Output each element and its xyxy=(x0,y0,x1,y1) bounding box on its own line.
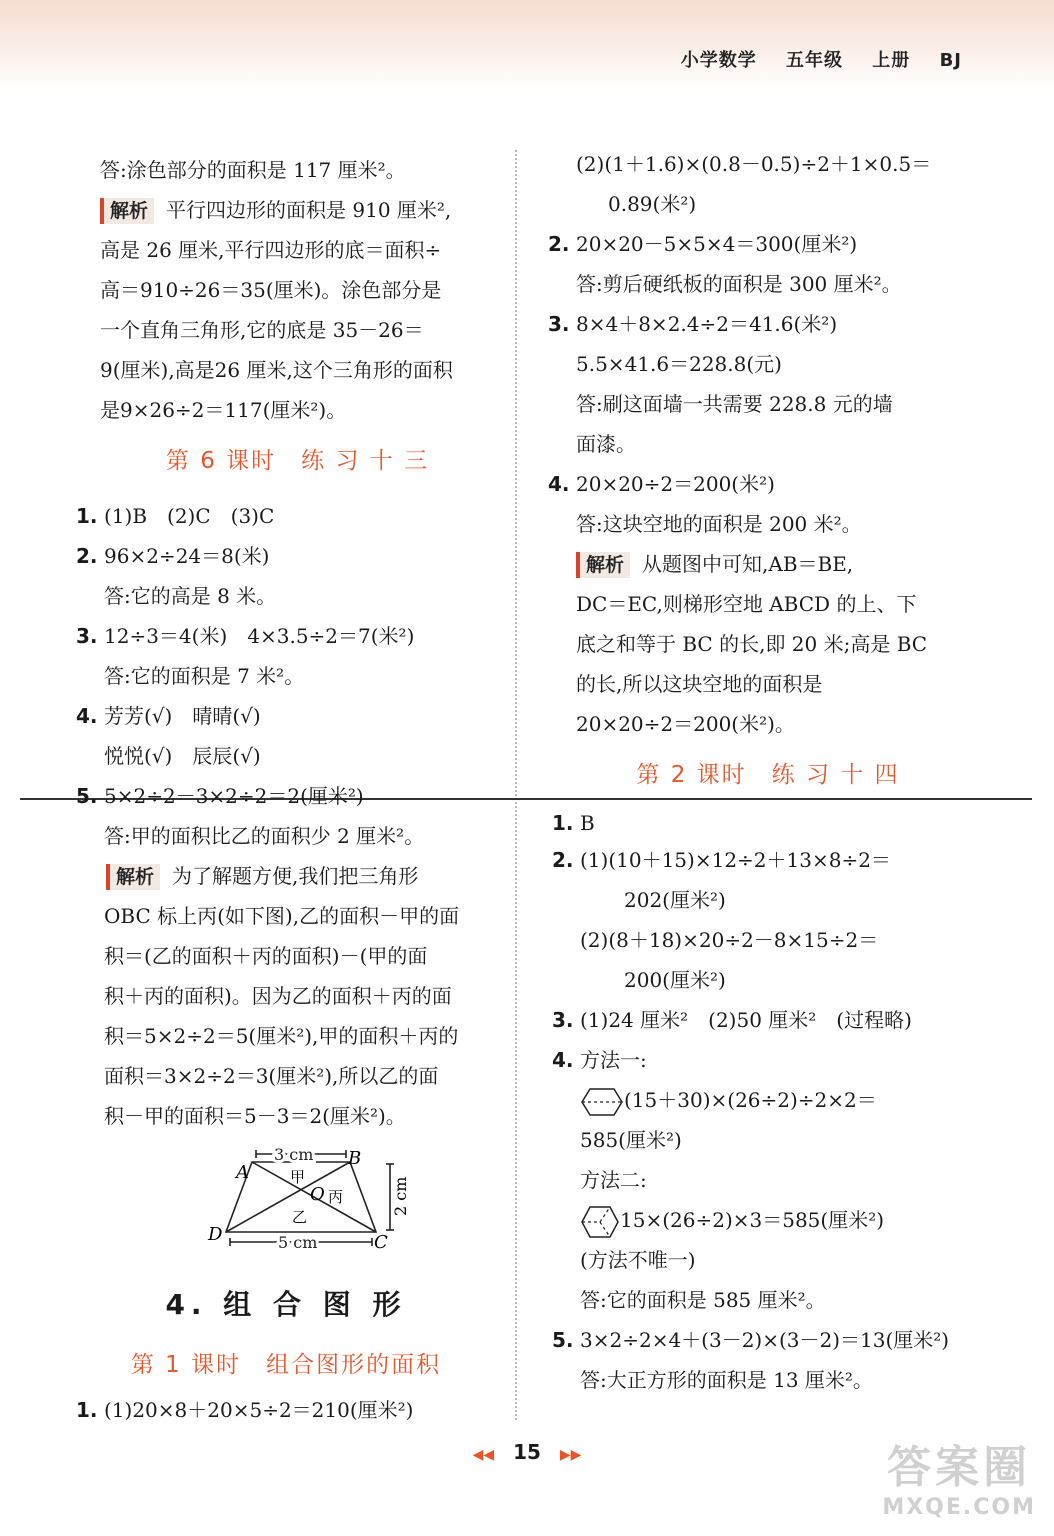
exercise-3-cont: 5.5×41.6＝228.8(元) xyxy=(576,352,782,376)
label-A: A xyxy=(236,1162,249,1183)
analysis-line: 解析 为了解题方便,我们把三角形 xyxy=(76,856,496,896)
method-one-line: (15＋30)×(26÷2)÷2×2＝ xyxy=(552,1080,992,1120)
analysis-line: 积＝5×2÷2＝5(厘米²),甲的面积＋丙的 xyxy=(104,1024,459,1048)
prev-arrow-icon: ◀◀ xyxy=(472,1447,495,1463)
section-title: 4. 组 合 图 形 xyxy=(165,1288,407,1321)
method-one-cont: 585(厘米²) xyxy=(580,1128,682,1152)
column-divider xyxy=(515,150,517,1420)
exercise-3: 3. 8×4＋8×2.4÷2＝41.6(米²) xyxy=(548,312,838,336)
lesson-heading: 第 6 课时 练 习 十 三 xyxy=(165,448,430,474)
right-exercises xyxy=(552,806,992,1400)
label-O: O xyxy=(310,1184,325,1205)
exercise-1: 1. (1)B (2)C (3)C xyxy=(76,504,275,528)
analysis-line: 一个直角三角形,它的底是 35－26＝ xyxy=(100,318,424,342)
left-exercises xyxy=(76,496,496,1136)
answer-line: 答:剪后硬纸板的面积是 300 厘米²。 xyxy=(576,272,902,296)
hexagon-icon xyxy=(580,1087,624,1117)
header-grade: 五年级 xyxy=(786,50,844,71)
analysis-tag: 解析 xyxy=(576,552,630,578)
label-bottom: 5 cm xyxy=(278,1233,318,1252)
hexagon-icon xyxy=(580,1205,620,1239)
analysis-line: 的长,所以这块空地的面积是 xyxy=(576,672,823,696)
exercise-cont: 0.89(米²) xyxy=(608,192,697,216)
answer-line: 答:刷这面墙一共需要 228.8 元的墙 xyxy=(576,392,893,416)
exercise-1: 1. (1)20×8＋20×5÷2＝210(厘米²) xyxy=(76,1398,414,1422)
answer-line: 答:这块空地的面积是 200 米²。 xyxy=(576,512,862,536)
label-bing: 丙 xyxy=(328,1188,344,1206)
exercise-2-cont: 202(厘米²) xyxy=(624,888,726,912)
analysis-line: 积＝(乙的面积＋丙的面积)－(甲的面 xyxy=(104,944,428,968)
left-bottom xyxy=(76,1270,496,1430)
trapezoid-figure xyxy=(200,1148,420,1258)
watermark-logo xyxy=(882,1431,1036,1520)
label-D: D xyxy=(208,1224,223,1245)
exercise-4: 4. 芳芳(√) 晴晴(√) xyxy=(76,704,261,728)
next-arrow-icon: ▶▶ xyxy=(559,1447,582,1463)
exercise-2: 2. 96×2÷24＝8(米) xyxy=(76,544,270,568)
header-volume: 上册 xyxy=(872,50,911,71)
label-C: C xyxy=(374,1232,388,1253)
header-subject: 小学数学 xyxy=(680,50,757,71)
answer-line: 答:甲的面积比乙的面积少 2 厘米²。 xyxy=(104,824,425,848)
analysis-line: 积＋丙的面积)。因为乙的面积＋丙的面 xyxy=(104,984,452,1008)
exercise-5: 5. 5×2÷2－3×2÷2＝2(厘米²) xyxy=(76,784,364,808)
answer-line: 答:涂色部分的面积是 117 厘米²。 xyxy=(100,158,406,182)
left-column xyxy=(100,150,495,486)
analysis-line: 高＝910÷26＝35(厘米)。涂色部分是 xyxy=(100,278,442,302)
analysis-line: 解析 平行四边形的面积是 910 厘米², xyxy=(100,190,495,230)
method-two-label: 方法二: xyxy=(580,1168,647,1192)
label-yi: 乙 xyxy=(292,1208,308,1226)
answer-line: 答:它的面积是 585 厘米²。 xyxy=(580,1288,826,1312)
exercise-3: 3. (1)24 厘米² (2)50 厘米² (过程略) xyxy=(552,1008,912,1032)
right-column xyxy=(548,144,988,800)
exercise-2: 2. (1)(10＋15)×12÷2＋13×8÷2＝ xyxy=(552,848,891,872)
header-edition: BJ xyxy=(939,50,962,71)
watermark-url: MXQE.COM xyxy=(882,1495,1036,1520)
analysis-tag: 解析 xyxy=(106,864,160,890)
label-B: B xyxy=(348,1148,362,1169)
label-height: 2 cm xyxy=(391,1176,410,1216)
analysis-line: 面积＝3×2÷2＝3(厘米²),所以乙的面 xyxy=(104,1064,439,1088)
analysis-line: 9(厘米),高是26 厘米,这个三角形的面积 xyxy=(100,358,453,382)
analysis-line: 底之和等于 BC 的长,即 20 米;高是 BC xyxy=(576,632,928,656)
page-number: 15 xyxy=(513,1440,541,1464)
exercise-3: 3. 12÷3＝4(米) 4×3.5÷2＝7(米²) xyxy=(76,624,415,648)
header-band xyxy=(0,0,1054,88)
exercise-2-cont: 200(厘米²) xyxy=(624,968,726,992)
analysis-line: 解析 从题图中可知,AB＝BE, xyxy=(548,544,988,584)
analysis-line: 20×20÷2＝200(米²)。 xyxy=(576,712,795,736)
exercise-2: 2. 20×20－5×5×4＝300(厘米²) xyxy=(548,232,858,256)
lesson-heading: 第 2 课时 练 习 十 四 xyxy=(636,762,900,788)
exercise-cont: (2)(1＋1.6)×(0.8－0.5)÷2＋1×0.5＝ xyxy=(576,152,932,176)
exercise-4: 4. 方法一: xyxy=(552,1048,647,1072)
exercise-4-cont: 悦悦(√) 辰辰(√) xyxy=(104,744,261,768)
label-top: 3 cm xyxy=(274,1148,314,1164)
exercise-5: 5. 3×2÷2×4＋(3－2)×(3－2)＝13(厘米²) xyxy=(552,1328,950,1352)
exercise-4: 4. 20×20÷2＝200(米²) xyxy=(548,472,775,496)
label-jia: 甲 xyxy=(290,1168,306,1186)
analysis-line: 积－甲的面积＝5－3＝2(厘米²)。 xyxy=(104,1104,406,1128)
answer-line: 面漆。 xyxy=(576,432,636,456)
watermark-text: 答案圈 xyxy=(887,1442,1032,1493)
analysis-line: DC＝EC,则梯形空地 ABCD 的上、下 xyxy=(576,592,917,616)
answer-line: 答:它的高是 8 米。 xyxy=(104,584,277,608)
method-two-line: 15×(26÷2)×3＝585(厘米²) xyxy=(552,1200,992,1240)
analysis-line: OBC 标上丙(如下图),乙的面积－甲的面 xyxy=(104,904,460,928)
note-line: (方法不唯一) xyxy=(580,1248,696,1272)
answer-line: 答:大正方形的面积是 13 厘米²。 xyxy=(580,1368,873,1392)
analysis-line: 是9×26÷2＝117(厘米²)。 xyxy=(100,398,347,422)
answer-line: 答:它的面积是 7 米²。 xyxy=(104,664,305,688)
exercise-1: 1. B xyxy=(552,811,595,835)
analysis-tag: 解析 xyxy=(100,198,154,224)
analysis-line: 高是 26 厘米,平行四边形的底＝面积÷ xyxy=(100,238,442,262)
lesson-heading: 第 1 课时 组合图形的面积 xyxy=(130,1352,442,1378)
exercise-2-cont: (2)(8＋18)×20÷2－8×15÷2＝ xyxy=(580,928,879,952)
page-header xyxy=(659,46,962,72)
